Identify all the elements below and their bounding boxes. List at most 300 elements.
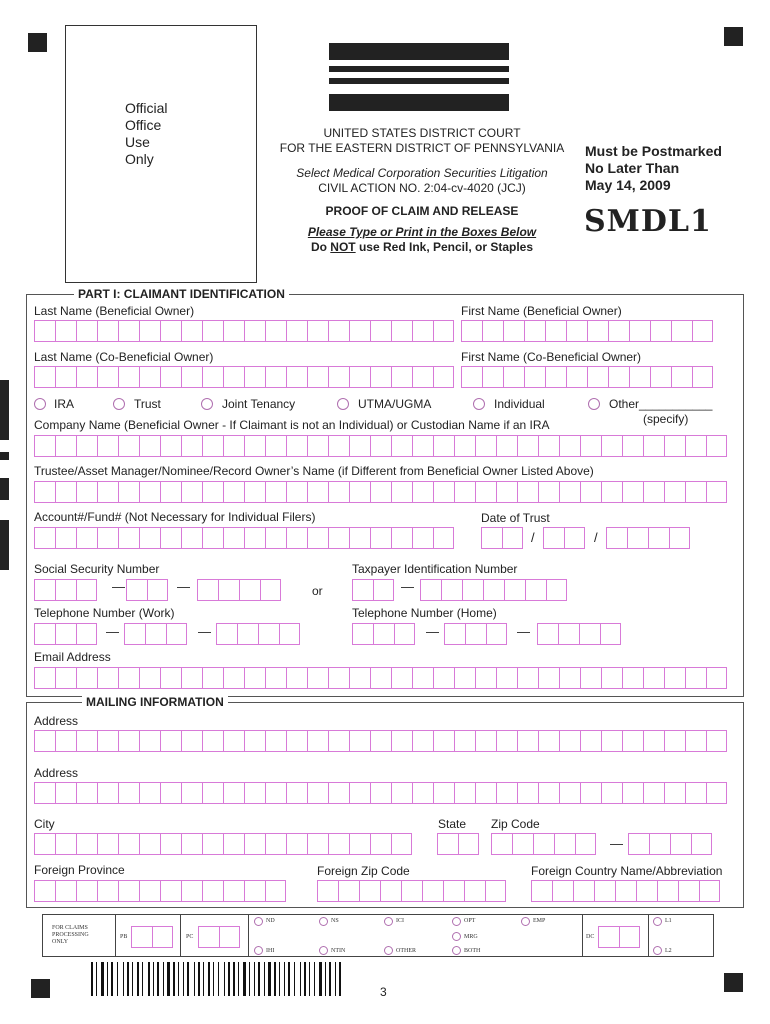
char-cell[interactable] — [97, 481, 118, 503]
char-cell[interactable] — [181, 527, 202, 549]
char-cell[interactable] — [328, 481, 349, 503]
char-cell[interactable] — [181, 667, 202, 689]
char-cell[interactable] — [118, 782, 139, 804]
char-cell[interactable] — [420, 579, 441, 601]
char-cell[interactable] — [545, 366, 566, 388]
co-last-name-input[interactable] — [34, 366, 454, 388]
char-cell[interactable] — [433, 481, 454, 503]
char-cell[interactable] — [181, 730, 202, 752]
char-cell[interactable] — [223, 435, 244, 457]
char-cell[interactable] — [55, 782, 76, 804]
char-cell[interactable] — [202, 880, 223, 902]
char-cell[interactable] — [412, 320, 433, 342]
char-cell[interactable] — [244, 880, 265, 902]
char-cell[interactable] — [671, 320, 692, 342]
char-cell[interactable] — [491, 833, 512, 855]
char-cell[interactable] — [643, 481, 664, 503]
trust-month-input[interactable] — [481, 527, 523, 549]
char-cell[interactable] — [643, 435, 664, 457]
char-cell[interactable] — [202, 730, 223, 752]
char-cell[interactable] — [97, 833, 118, 855]
char-cell[interactable] — [223, 833, 244, 855]
char-cell[interactable] — [454, 667, 475, 689]
char-cell[interactable] — [202, 366, 223, 388]
char-cell[interactable] — [391, 366, 412, 388]
char-cell[interactable] — [181, 481, 202, 503]
char-cell[interactable] — [443, 880, 464, 902]
char-cell[interactable] — [97, 667, 118, 689]
char-cell[interactable] — [525, 579, 546, 601]
char-cell[interactable] — [538, 435, 559, 457]
char-cell[interactable] — [118, 481, 139, 503]
char-cell[interactable] — [55, 579, 76, 601]
char-cell[interactable] — [76, 527, 97, 549]
char-cell[interactable] — [34, 481, 55, 503]
char-cell[interactable] — [685, 730, 706, 752]
char-cell[interactable] — [244, 833, 265, 855]
char-cell[interactable] — [517, 730, 538, 752]
char-cell[interactable] — [622, 435, 643, 457]
char-cell[interactable] — [328, 833, 349, 855]
char-cell[interactable] — [118, 366, 139, 388]
ssn-part1-input[interactable] — [34, 579, 97, 601]
char-cell[interactable] — [517, 481, 538, 503]
province-input[interactable] — [34, 880, 286, 902]
trust-radio[interactable] — [113, 398, 125, 410]
char-cell[interactable] — [202, 320, 223, 342]
ns-radio[interactable] — [319, 917, 328, 926]
individual-radio[interactable] — [473, 398, 485, 410]
char-cell[interactable] — [564, 527, 585, 549]
mrg-radio[interactable] — [452, 932, 461, 941]
address2-input[interactable] — [34, 782, 727, 804]
char-cell[interactable] — [223, 667, 244, 689]
char-cell[interactable] — [34, 320, 55, 342]
char-cell[interactable] — [546, 579, 567, 601]
char-cell[interactable] — [370, 667, 391, 689]
char-cell[interactable] — [55, 730, 76, 752]
char-cell[interactable] — [649, 833, 670, 855]
pc-input[interactable] — [198, 926, 240, 948]
char-cell[interactable] — [496, 667, 517, 689]
char-cell[interactable] — [349, 833, 370, 855]
char-cell[interactable] — [692, 366, 713, 388]
char-cell[interactable] — [412, 730, 433, 752]
char-cell[interactable] — [139, 481, 160, 503]
char-cell[interactable] — [118, 833, 139, 855]
char-cell[interactable] — [601, 782, 622, 804]
char-cell[interactable] — [223, 320, 244, 342]
char-cell[interactable] — [485, 880, 506, 902]
char-cell[interactable] — [181, 320, 202, 342]
trust-day-input[interactable] — [543, 527, 585, 549]
char-cell[interactable] — [671, 366, 692, 388]
char-cell[interactable] — [244, 527, 265, 549]
char-cell[interactable] — [97, 880, 118, 902]
char-cell[interactable] — [152, 926, 173, 948]
char-cell[interactable] — [307, 667, 328, 689]
char-cell[interactable] — [619, 926, 640, 948]
char-cell[interactable] — [352, 623, 373, 645]
ssn-part2-input[interactable] — [126, 579, 168, 601]
char-cell[interactable] — [566, 320, 587, 342]
char-cell[interactable] — [338, 880, 359, 902]
char-cell[interactable] — [202, 435, 223, 457]
char-cell[interactable] — [286, 833, 307, 855]
char-cell[interactable] — [580, 782, 601, 804]
char-cell[interactable] — [503, 366, 524, 388]
char-cell[interactable] — [475, 435, 496, 457]
char-cell[interactable] — [545, 320, 566, 342]
tin-part1-input[interactable] — [352, 579, 394, 601]
char-cell[interactable] — [580, 435, 601, 457]
char-cell[interactable] — [76, 623, 97, 645]
char-cell[interactable] — [433, 435, 454, 457]
char-cell[interactable] — [307, 730, 328, 752]
char-cell[interactable] — [317, 880, 338, 902]
char-cell[interactable] — [55, 667, 76, 689]
char-cell[interactable] — [349, 481, 370, 503]
char-cell[interactable] — [223, 481, 244, 503]
char-cell[interactable] — [258, 623, 279, 645]
char-cell[interactable] — [265, 730, 286, 752]
char-cell[interactable] — [126, 579, 147, 601]
char-cell[interactable] — [166, 623, 187, 645]
char-cell[interactable] — [139, 527, 160, 549]
char-cell[interactable] — [34, 782, 55, 804]
char-cell[interactable] — [139, 880, 160, 902]
other-code-radio[interactable] — [384, 946, 393, 955]
char-cell[interactable] — [97, 782, 118, 804]
char-cell[interactable] — [664, 481, 685, 503]
char-cell[interactable] — [433, 320, 454, 342]
other-radio[interactable] — [588, 398, 600, 410]
char-cell[interactable] — [202, 782, 223, 804]
char-cell[interactable] — [464, 880, 485, 902]
char-cell[interactable] — [412, 435, 433, 457]
char-cell[interactable] — [198, 926, 219, 948]
char-cell[interactable] — [692, 320, 713, 342]
char-cell[interactable] — [34, 579, 55, 601]
char-cell[interactable] — [391, 730, 412, 752]
char-cell[interactable] — [669, 527, 690, 549]
char-cell[interactable] — [678, 880, 699, 902]
tel-work-line-input[interactable] — [216, 623, 300, 645]
char-cell[interactable] — [441, 579, 462, 601]
char-cell[interactable] — [601, 481, 622, 503]
dc-input[interactable] — [598, 926, 640, 948]
char-cell[interactable] — [559, 667, 580, 689]
char-cell[interactable] — [579, 623, 600, 645]
char-cell[interactable] — [160, 527, 181, 549]
char-cell[interactable] — [265, 481, 286, 503]
char-cell[interactable] — [664, 435, 685, 457]
char-cell[interactable] — [223, 782, 244, 804]
char-cell[interactable] — [433, 667, 454, 689]
emp-radio[interactable] — [521, 917, 530, 926]
char-cell[interactable] — [462, 579, 483, 601]
char-cell[interactable] — [118, 320, 139, 342]
char-cell[interactable] — [475, 667, 496, 689]
char-cell[interactable] — [286, 730, 307, 752]
char-cell[interactable] — [76, 481, 97, 503]
char-cell[interactable] — [160, 366, 181, 388]
utma-radio[interactable] — [337, 398, 349, 410]
char-cell[interactable] — [197, 579, 218, 601]
char-cell[interactable] — [265, 435, 286, 457]
char-cell[interactable] — [307, 366, 328, 388]
char-cell[interactable] — [433, 527, 454, 549]
char-cell[interactable] — [481, 527, 502, 549]
char-cell[interactable] — [503, 320, 524, 342]
char-cell[interactable] — [160, 320, 181, 342]
char-cell[interactable] — [279, 623, 300, 645]
ici-radio[interactable] — [384, 917, 393, 926]
char-cell[interactable] — [412, 366, 433, 388]
ntin-radio[interactable] — [319, 946, 328, 955]
char-cell[interactable] — [223, 730, 244, 752]
char-cell[interactable] — [391, 320, 412, 342]
char-cell[interactable] — [307, 481, 328, 503]
char-cell[interactable] — [118, 667, 139, 689]
char-cell[interactable] — [76, 782, 97, 804]
char-cell[interactable] — [543, 527, 564, 549]
ihi-radio[interactable] — [254, 946, 263, 955]
char-cell[interactable] — [349, 366, 370, 388]
char-cell[interactable] — [181, 782, 202, 804]
char-cell[interactable] — [608, 320, 629, 342]
char-cell[interactable] — [601, 435, 622, 457]
char-cell[interactable] — [554, 833, 575, 855]
char-cell[interactable] — [260, 579, 281, 601]
char-cell[interactable] — [370, 782, 391, 804]
zip-input[interactable] — [491, 833, 596, 855]
char-cell[interactable] — [307, 527, 328, 549]
char-cell[interactable] — [512, 833, 533, 855]
char-cell[interactable] — [391, 435, 412, 457]
char-cell[interactable] — [622, 481, 643, 503]
char-cell[interactable] — [391, 667, 412, 689]
char-cell[interactable] — [401, 880, 422, 902]
char-cell[interactable] — [97, 527, 118, 549]
char-cell[interactable] — [622, 667, 643, 689]
char-cell[interactable] — [454, 435, 475, 457]
char-cell[interactable] — [181, 366, 202, 388]
char-cell[interactable] — [685, 481, 706, 503]
char-cell[interactable] — [373, 623, 394, 645]
char-cell[interactable] — [685, 782, 706, 804]
char-cell[interactable] — [307, 320, 328, 342]
char-cell[interactable] — [286, 527, 307, 549]
char-cell[interactable] — [34, 527, 55, 549]
char-cell[interactable] — [219, 926, 240, 948]
ssn-part3-input[interactable] — [197, 579, 281, 601]
char-cell[interactable] — [160, 435, 181, 457]
char-cell[interactable] — [223, 527, 244, 549]
char-cell[interactable] — [601, 667, 622, 689]
city-input[interactable] — [34, 833, 412, 855]
char-cell[interactable] — [524, 366, 545, 388]
char-cell[interactable] — [691, 833, 712, 855]
char-cell[interactable] — [598, 926, 619, 948]
char-cell[interactable] — [615, 880, 636, 902]
char-cell[interactable] — [244, 320, 265, 342]
char-cell[interactable] — [600, 623, 621, 645]
email-input[interactable] — [34, 667, 727, 689]
char-cell[interactable] — [437, 833, 458, 855]
char-cell[interactable] — [76, 667, 97, 689]
char-cell[interactable] — [359, 880, 380, 902]
char-cell[interactable] — [504, 579, 525, 601]
char-cell[interactable] — [706, 782, 727, 804]
pb-input[interactable] — [131, 926, 173, 948]
char-cell[interactable] — [349, 730, 370, 752]
char-cell[interactable] — [580, 730, 601, 752]
char-cell[interactable] — [265, 833, 286, 855]
address1-input[interactable] — [34, 730, 727, 752]
char-cell[interactable] — [531, 880, 552, 902]
char-cell[interactable] — [606, 527, 627, 549]
char-cell[interactable] — [349, 527, 370, 549]
zip4-input[interactable] — [628, 833, 712, 855]
state-input[interactable] — [437, 833, 479, 855]
char-cell[interactable] — [286, 435, 307, 457]
char-cell[interactable] — [55, 320, 76, 342]
char-cell[interactable] — [657, 880, 678, 902]
joint-tenancy-radio[interactable] — [201, 398, 213, 410]
char-cell[interactable] — [97, 366, 118, 388]
char-cell[interactable] — [370, 366, 391, 388]
tel-home-line-input[interactable] — [537, 623, 621, 645]
char-cell[interactable] — [412, 782, 433, 804]
char-cell[interactable] — [118, 527, 139, 549]
char-cell[interactable] — [139, 320, 160, 342]
char-cell[interactable] — [444, 623, 465, 645]
char-cell[interactable] — [502, 527, 523, 549]
char-cell[interactable] — [307, 833, 328, 855]
char-cell[interactable] — [202, 667, 223, 689]
char-cell[interactable] — [433, 730, 454, 752]
char-cell[interactable] — [496, 730, 517, 752]
char-cell[interactable] — [496, 782, 517, 804]
char-cell[interactable] — [370, 730, 391, 752]
char-cell[interactable] — [475, 730, 496, 752]
char-cell[interactable] — [559, 782, 580, 804]
char-cell[interactable] — [391, 527, 412, 549]
char-cell[interactable] — [482, 366, 503, 388]
char-cell[interactable] — [55, 481, 76, 503]
char-cell[interactable] — [160, 782, 181, 804]
char-cell[interactable] — [664, 667, 685, 689]
char-cell[interactable] — [55, 833, 76, 855]
char-cell[interactable] — [244, 782, 265, 804]
char-cell[interactable] — [34, 623, 55, 645]
char-cell[interactable] — [97, 730, 118, 752]
char-cell[interactable] — [202, 527, 223, 549]
first-name-input[interactable] — [461, 320, 713, 342]
char-cell[interactable] — [496, 435, 517, 457]
char-cell[interactable] — [97, 320, 118, 342]
char-cell[interactable] — [139, 667, 160, 689]
char-cell[interactable] — [34, 833, 55, 855]
char-cell[interactable] — [352, 579, 373, 601]
char-cell[interactable] — [533, 833, 554, 855]
char-cell[interactable] — [706, 667, 727, 689]
foreign-country-input[interactable] — [531, 880, 720, 902]
char-cell[interactable] — [486, 623, 507, 645]
char-cell[interactable] — [517, 435, 538, 457]
char-cell[interactable] — [223, 366, 244, 388]
char-cell[interactable] — [587, 320, 608, 342]
char-cell[interactable] — [587, 366, 608, 388]
char-cell[interactable] — [286, 667, 307, 689]
char-cell[interactable] — [244, 435, 265, 457]
char-cell[interactable] — [76, 579, 97, 601]
char-cell[interactable] — [34, 366, 55, 388]
char-cell[interactable] — [76, 435, 97, 457]
char-cell[interactable] — [244, 730, 265, 752]
char-cell[interactable] — [629, 366, 650, 388]
char-cell[interactable] — [699, 880, 720, 902]
char-cell[interactable] — [139, 435, 160, 457]
char-cell[interactable] — [76, 320, 97, 342]
char-cell[interactable] — [594, 880, 615, 902]
char-cell[interactable] — [34, 435, 55, 457]
char-cell[interactable] — [328, 435, 349, 457]
char-cell[interactable] — [517, 782, 538, 804]
char-cell[interactable] — [216, 623, 237, 645]
char-cell[interactable] — [422, 880, 443, 902]
char-cell[interactable] — [538, 730, 559, 752]
char-cell[interactable] — [328, 730, 349, 752]
tel-work-prefix-input[interactable] — [124, 623, 187, 645]
char-cell[interactable] — [629, 320, 650, 342]
char-cell[interactable] — [139, 833, 160, 855]
char-cell[interactable] — [706, 435, 727, 457]
char-cell[interactable] — [181, 833, 202, 855]
char-cell[interactable] — [328, 782, 349, 804]
ira-radio[interactable] — [34, 398, 46, 410]
char-cell[interactable] — [670, 833, 691, 855]
char-cell[interactable] — [627, 527, 648, 549]
char-cell[interactable] — [648, 527, 669, 549]
char-cell[interactable] — [244, 667, 265, 689]
char-cell[interactable] — [139, 730, 160, 752]
char-cell[interactable] — [328, 366, 349, 388]
char-cell[interactable] — [218, 579, 239, 601]
char-cell[interactable] — [55, 527, 76, 549]
nd-radio[interactable] — [254, 917, 263, 926]
char-cell[interactable] — [538, 782, 559, 804]
char-cell[interactable] — [147, 579, 168, 601]
char-cell[interactable] — [34, 667, 55, 689]
char-cell[interactable] — [139, 366, 160, 388]
char-cell[interactable] — [286, 366, 307, 388]
char-cell[interactable] — [628, 833, 649, 855]
char-cell[interactable] — [559, 730, 580, 752]
char-cell[interactable] — [244, 481, 265, 503]
char-cell[interactable] — [237, 623, 258, 645]
last-name-input[interactable] — [34, 320, 454, 342]
char-cell[interactable] — [307, 435, 328, 457]
char-cell[interactable] — [160, 833, 181, 855]
char-cell[interactable] — [370, 833, 391, 855]
char-cell[interactable] — [124, 623, 145, 645]
char-cell[interactable] — [202, 481, 223, 503]
char-cell[interactable] — [608, 366, 629, 388]
char-cell[interactable] — [664, 782, 685, 804]
char-cell[interactable] — [524, 320, 545, 342]
